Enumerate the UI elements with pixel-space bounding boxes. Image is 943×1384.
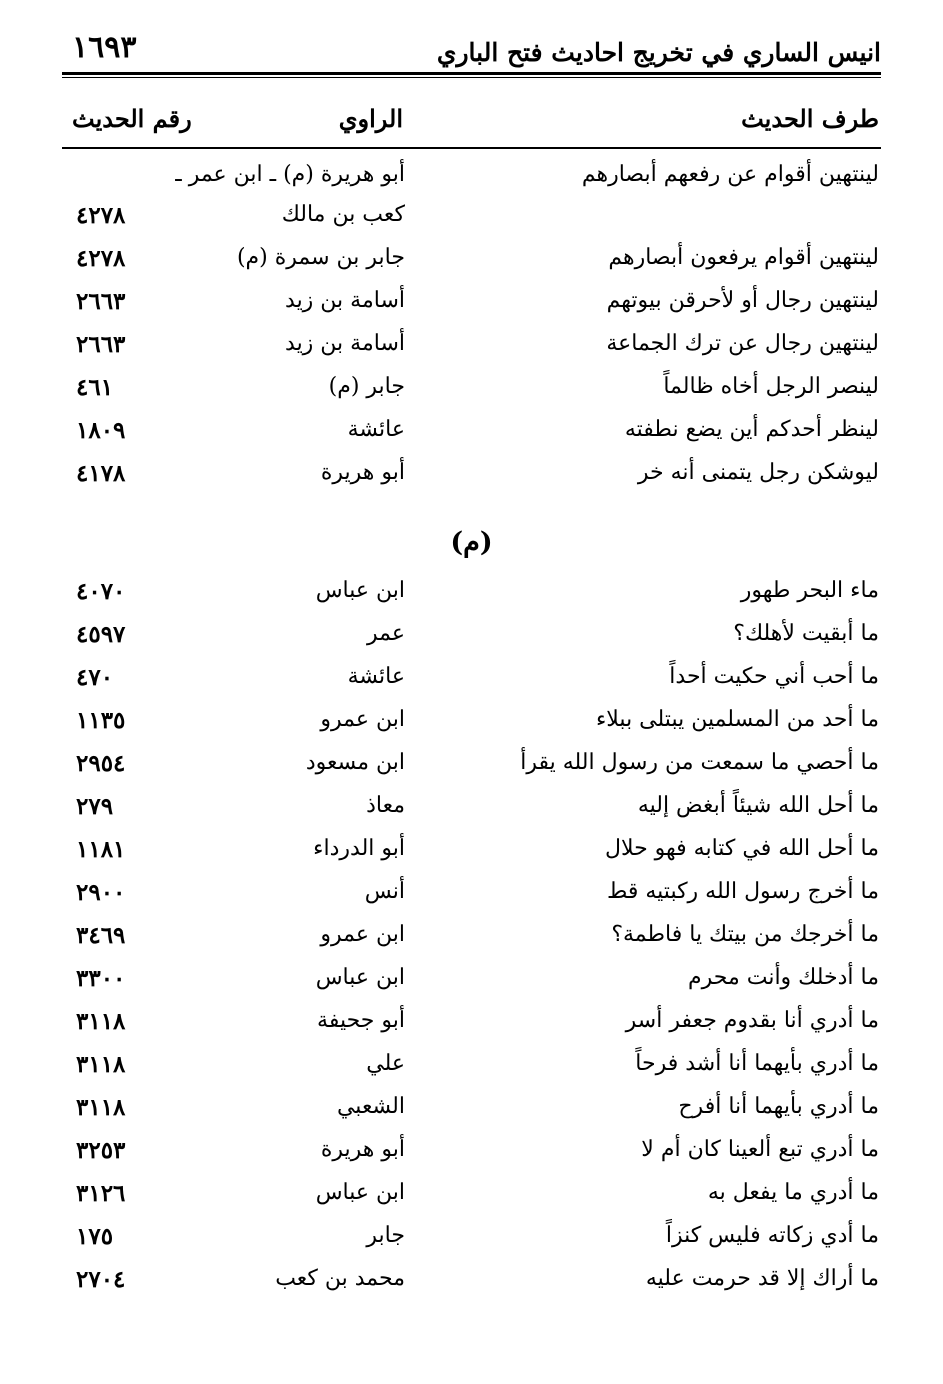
narrator-text: عائشة <box>347 417 405 442</box>
hadith-text: ما أخرج رسول الله ركبتيه قط <box>606 879 879 904</box>
hadith-number: ٣١٢٦ <box>76 1180 126 1207</box>
hadith-number: ١٨٠٩ <box>76 417 126 444</box>
hadith-number: ٤٢٧٨ <box>76 202 126 229</box>
hadith-number: ٤١٧٨ <box>76 460 126 487</box>
table-row <box>0 162 943 206</box>
hadith-text: ما أدري ما يفعل به <box>707 1180 879 1205</box>
table-row <box>0 1180 943 1224</box>
hadith-text: ما أحب أني حكيت أحداً <box>669 664 879 689</box>
hadith-number: ٢٦٦٣ <box>76 331 126 358</box>
hadith-number: ٤٠٧٠ <box>76 578 126 605</box>
hadith-number: ٤٧٠ <box>76 664 114 691</box>
narrator-text: الشعبي <box>336 1094 405 1119</box>
hadith-text: ما أدخلك وأنت محرم <box>687 965 879 990</box>
table-row <box>0 750 943 794</box>
narrator-text: أنس <box>364 879 405 904</box>
hadith-number: ٢٧٠٤ <box>76 1266 126 1293</box>
hadith-number: ١١٣٥ <box>76 707 126 734</box>
narrator-text: أبو جحيفة <box>317 1008 405 1033</box>
section-heading-letter: (م) <box>450 527 493 558</box>
hadith-number: ٣١١٨ <box>76 1008 126 1035</box>
hadith-number: ١١٨١ <box>76 836 126 863</box>
hadith-number: ٣٢٥٣ <box>76 1137 126 1164</box>
table-row <box>0 1266 943 1310</box>
hadith-text: ما أدي زكاته فليس كنزاً <box>665 1223 879 1248</box>
narrator-text: محمد بن كعب <box>275 1266 405 1291</box>
table-row <box>0 1137 943 1181</box>
hadith-number: ٢٩٥٤ <box>76 750 126 777</box>
narrator-text: أسامة بن زيد <box>285 331 405 356</box>
hadith-text: ما أدري تبع ألعينا كان أم لا <box>641 1137 879 1162</box>
hadith-text: ما أحصي ما سمعت من رسول الله يقرأ <box>520 750 879 775</box>
hadith-number: ٣١١٨ <box>76 1094 126 1121</box>
hadith-text: ما أدري أنا بقدوم جعفر أسر <box>625 1008 879 1033</box>
narrator-text: أبو هريرة <box>320 460 405 485</box>
hadith-number: ٣٣٠٠ <box>76 965 126 992</box>
column-header-rule <box>62 147 881 149</box>
page-number: ١٦٩٣ <box>72 30 137 65</box>
book-title: انيس الساري في تخريج احاديث فتح الباري <box>436 38 881 67</box>
hadith-number: ١٧٥ <box>76 1223 114 1250</box>
narrator-text: ابن مسعود <box>305 750 405 775</box>
column-header-hadith: طرف الحديث <box>741 104 879 133</box>
narrator-text: علي <box>366 1051 405 1076</box>
hadith-text: ما أراك إلا قد حرمت عليه <box>645 1266 879 1291</box>
narrator-text: كعب بن مالك <box>281 202 405 227</box>
table-row <box>0 621 943 665</box>
table-row <box>0 965 943 1009</box>
hadith-text: ليوشكن رجل يتمنى أنه خر <box>637 460 879 485</box>
table-row <box>0 922 943 966</box>
hadith-text: لينتهين أقوام عن رفعهم أبصارهم <box>581 162 879 187</box>
hadith-number: ٢٦٦٣ <box>76 288 126 315</box>
table-row <box>0 1051 943 1095</box>
table-row <box>0 245 943 289</box>
table-row <box>0 460 943 504</box>
hadith-text: لينتهين أقوام يرفعون أبصارهم <box>608 245 879 270</box>
narrator-text: جابر بن سمرة (م) <box>236 245 405 270</box>
hadith-number: ٣١١٨ <box>76 1051 126 1078</box>
narrator-text: جابر <box>366 1223 405 1248</box>
header-rule-thin <box>62 77 881 78</box>
narrator-text: عمر <box>367 621 405 646</box>
hadith-text: ما أحل الله شيئاً أبغض إليه <box>637 793 879 818</box>
narrator-text: جابر (م) <box>328 374 405 399</box>
hadith-text: ما أدري بأيهما أنا أفرح <box>678 1094 879 1119</box>
table-row <box>0 836 943 880</box>
table-row <box>0 793 943 837</box>
hadith-text: ما أخرجك من بيتك يا فاطمة؟ <box>611 922 879 947</box>
hadith-text: ما أدري بأيهما أنا أشد فرحاً <box>635 1051 879 1076</box>
hadith-text: لينتهين رجال عن ترك الجماعة <box>606 331 879 356</box>
column-header-narrator: الراوي <box>338 104 403 133</box>
narrator-text: أبو الدرداء <box>313 836 405 861</box>
narrator-text: أبو هريرة (م) ـ ابن عمر ـ <box>175 162 405 187</box>
column-header-number: رقم الحديث <box>72 104 192 133</box>
hadith-number: ٤٢٧٨ <box>76 245 126 272</box>
table-row <box>0 1008 943 1052</box>
table-row <box>0 374 943 418</box>
header-rule-thick <box>62 72 881 75</box>
hadith-text: ما أبقيت لأهلك؟ <box>733 621 879 646</box>
narrator-text: أسامة بن زيد <box>285 288 405 313</box>
hadith-text: لينصر الرجل أخاه ظالماً <box>663 374 879 399</box>
hadith-text: لينظر أحدكم أين يضع نطفته <box>624 417 879 442</box>
hadith-text: ما أحل الله في كتابه فهو حلال <box>604 836 879 861</box>
hadith-number: ٣٤٦٩ <box>76 922 126 949</box>
table-row <box>0 578 943 622</box>
page-header <box>0 0 943 80</box>
narrator-text: أبو هريرة <box>320 1137 405 1162</box>
narrator-text: ابن عباس <box>315 965 405 990</box>
table-row <box>0 664 943 708</box>
hadith-text: ما أحد من المسلمين يبتلى ببلاء <box>595 707 879 732</box>
hadith-number: ٤٥٩٧ <box>76 621 126 648</box>
narrator-text: ابن عمرو <box>320 922 405 947</box>
narrator-text: ابن عباس <box>315 1180 405 1205</box>
hadith-text: لينتهين رجال أو لأحرقن بيوتهم <box>606 288 879 313</box>
hadith-number: ٢٩٠٠ <box>76 879 126 906</box>
narrator-text: عائشة <box>347 664 405 689</box>
hadith-text: ماء البحر طهور <box>740 578 879 603</box>
narrator-text: ابن عباس <box>315 578 405 603</box>
table-row <box>0 707 943 751</box>
table-row <box>0 417 943 461</box>
hadith-number: ٤٦١ <box>76 374 114 401</box>
table-row <box>0 1223 943 1267</box>
table-row <box>0 202 943 246</box>
table-row <box>0 288 943 332</box>
table-row <box>0 1094 943 1138</box>
hadith-number: ٢٧٩ <box>76 793 114 820</box>
narrator-text: ابن عمرو <box>320 707 405 732</box>
table-row <box>0 879 943 923</box>
table-row <box>0 331 943 375</box>
narrator-text: معاذ <box>366 793 405 818</box>
